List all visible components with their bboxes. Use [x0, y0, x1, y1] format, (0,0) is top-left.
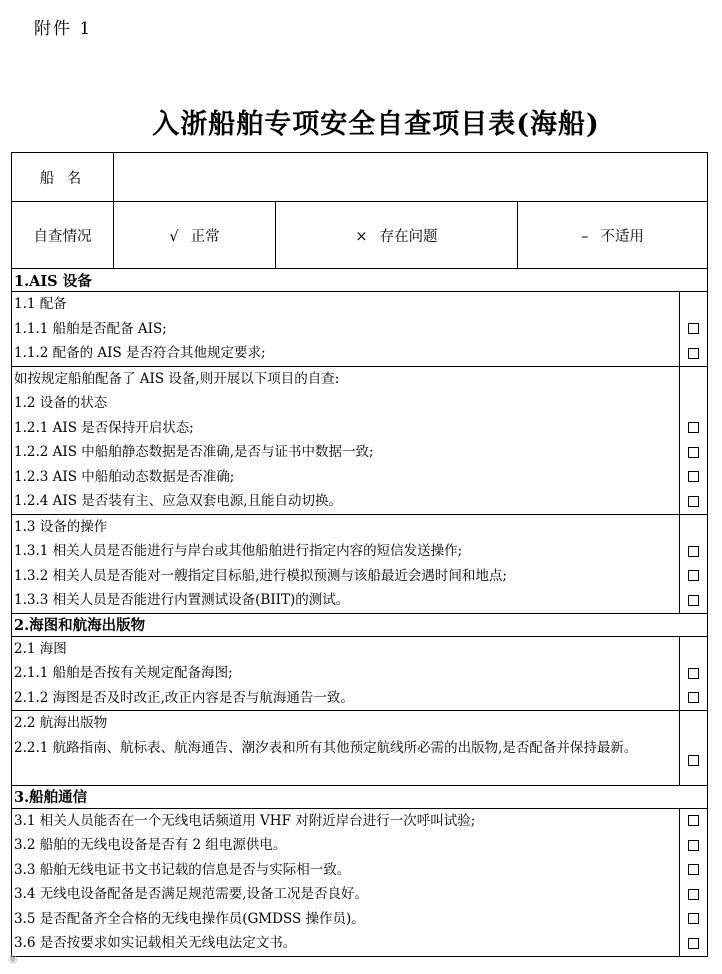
checkbox-cell — [680, 292, 708, 367]
item-group — [12, 711, 708, 786]
checkbox-cell — [680, 808, 708, 956]
item-group — [12, 366, 708, 514]
attachment-label: 附件 1 — [34, 19, 93, 39]
item-group — [12, 514, 708, 613]
checkbox-cell — [680, 636, 708, 711]
checkbox[interactable] — [688, 668, 699, 679]
checkbox[interactable] — [688, 471, 699, 482]
item-line: 3.3 船舶无线电证书文书记载的信息是否与实际相一致。 — [14, 861, 351, 878]
watermark: ◉ — [8, 952, 18, 965]
legend-problem-label: 存在问题 — [379, 228, 438, 245]
item-line: 1.3.1 相关人员是否能进行与岸台或其他船舶进行指定内容的短信发送操作; — [14, 543, 463, 559]
checkbox[interactable] — [688, 595, 699, 606]
item-line: 1.3.2 相关人员是否能对一艘指定目标船,进行模拟预测与该船最近会遇时间和地点; — [14, 567, 507, 584]
status-label: 自查情况 — [12, 202, 114, 269]
checkbox[interactable] — [688, 570, 699, 581]
checkbox[interactable] — [688, 692, 699, 703]
item-line: 1.2.1 AIS 是否保持开启状态; — [14, 419, 194, 436]
checkbox[interactable] — [688, 889, 699, 900]
legend-normal — [114, 202, 276, 269]
item-line: 2.1.1 船舶是否按有关规定配备海图; — [14, 665, 233, 681]
checkbox[interactable] — [688, 546, 699, 557]
item-text-cell — [12, 636, 680, 711]
page-title: 入浙船舶专项安全自查项目表(海船) — [152, 109, 600, 140]
item-text-cell — [12, 366, 680, 514]
item-line: 3.1 相关人员能否在一个无线电话频道用 VHF 对附近岸台进行一次呼叫试验; — [14, 812, 476, 829]
checkbox[interactable] — [688, 864, 699, 875]
item-line: 2.2.1 航路指南、航标表、航海通告、潮汐表和所有其他预定航线所必需的出版物,是否配备并保持最新。 — [14, 739, 638, 756]
item-line: 1.1 配备 — [14, 296, 67, 312]
item-text-cell — [12, 711, 680, 786]
legend-na-label: 不适用 — [600, 228, 644, 245]
ship-name-field[interactable] — [114, 153, 708, 202]
item-group — [12, 636, 708, 711]
item-line: 3.6 是否按要求如实记载相关无线电法定文书。 — [14, 935, 297, 951]
checkbox[interactable] — [688, 938, 699, 949]
item-line: 1.2.3 AIS 中船舶动态数据是否准确; — [14, 468, 235, 485]
section-title: 1.AIS 设备 — [12, 269, 708, 292]
item-line: 2.2 航海出版物 — [14, 715, 108, 731]
item-line: 如按规定船舶配备了 AIS 设备,则开展以下项目的自查: — [14, 370, 340, 387]
checkbox[interactable] — [688, 913, 699, 924]
section-title: 3.船舶通信 — [12, 785, 708, 808]
ship-name-label: 船 名 — [12, 153, 114, 202]
item-line: 1.2 设备的状态 — [14, 395, 108, 411]
item-line: 1.3 设备的操作 — [14, 518, 108, 535]
checkbox[interactable] — [688, 422, 699, 433]
item-group — [12, 292, 708, 367]
item-text-cell — [12, 808, 680, 956]
checkbox[interactable] — [688, 840, 699, 851]
legend-na — [518, 202, 708, 269]
item-line: 2.1 海图 — [14, 640, 67, 657]
legend-problem — [276, 202, 518, 269]
item-line: 1.2.2 AIS 中船舶静态数据是否准确,是否与证书中数据一致; — [14, 444, 374, 460]
dash-mark: – — [581, 228, 589, 245]
section-title: 2.海图和航海出版物 — [12, 613, 708, 636]
checkbox-cell — [680, 366, 708, 514]
checkbox[interactable] — [688, 755, 699, 766]
item-text-cell — [12, 514, 680, 613]
item-line: 1.2.4 AIS 是否装有主、应急双套电源,且能自动切换。 — [14, 493, 343, 509]
checklist-table — [11, 152, 708, 957]
item-line: 3.5 是否配备齐全合格的无线电操作员(GMDSS 操作员)。 — [14, 910, 365, 927]
checkbox[interactable] — [688, 348, 699, 359]
item-line: 3.4 无线电设备配备是否满足规范需要,设备工况是否良好。 — [14, 886, 369, 902]
checkbox-cell — [680, 514, 708, 613]
item-line: 1.1.1 船舶是否配备 AIS; — [14, 320, 167, 337]
cross-mark: × — [355, 228, 368, 245]
item-line: 1.1.2 配备的 AIS 是否符合其他规定要求; — [14, 345, 266, 361]
checkbox[interactable] — [688, 447, 699, 458]
legend-normal-label: 正常 — [190, 228, 220, 245]
checkbox[interactable] — [688, 496, 699, 507]
item-group — [12, 808, 708, 956]
checkbox-cell — [680, 711, 708, 786]
item-text-cell — [12, 292, 680, 367]
checkbox[interactable] — [688, 323, 699, 334]
checkbox[interactable] — [688, 815, 699, 826]
item-line: 3.2 船舶的无线电设备是否有 2 组电源供电。 — [14, 837, 287, 853]
item-line: 2.1.2 海图是否及时改正,改正内容是否与航海通告一致。 — [14, 689, 354, 706]
check-mark: √ — [169, 228, 179, 245]
item-line: 1.3.3 相关人员是否能进行内置测试设备(BIIT)的测试。 — [14, 592, 350, 608]
